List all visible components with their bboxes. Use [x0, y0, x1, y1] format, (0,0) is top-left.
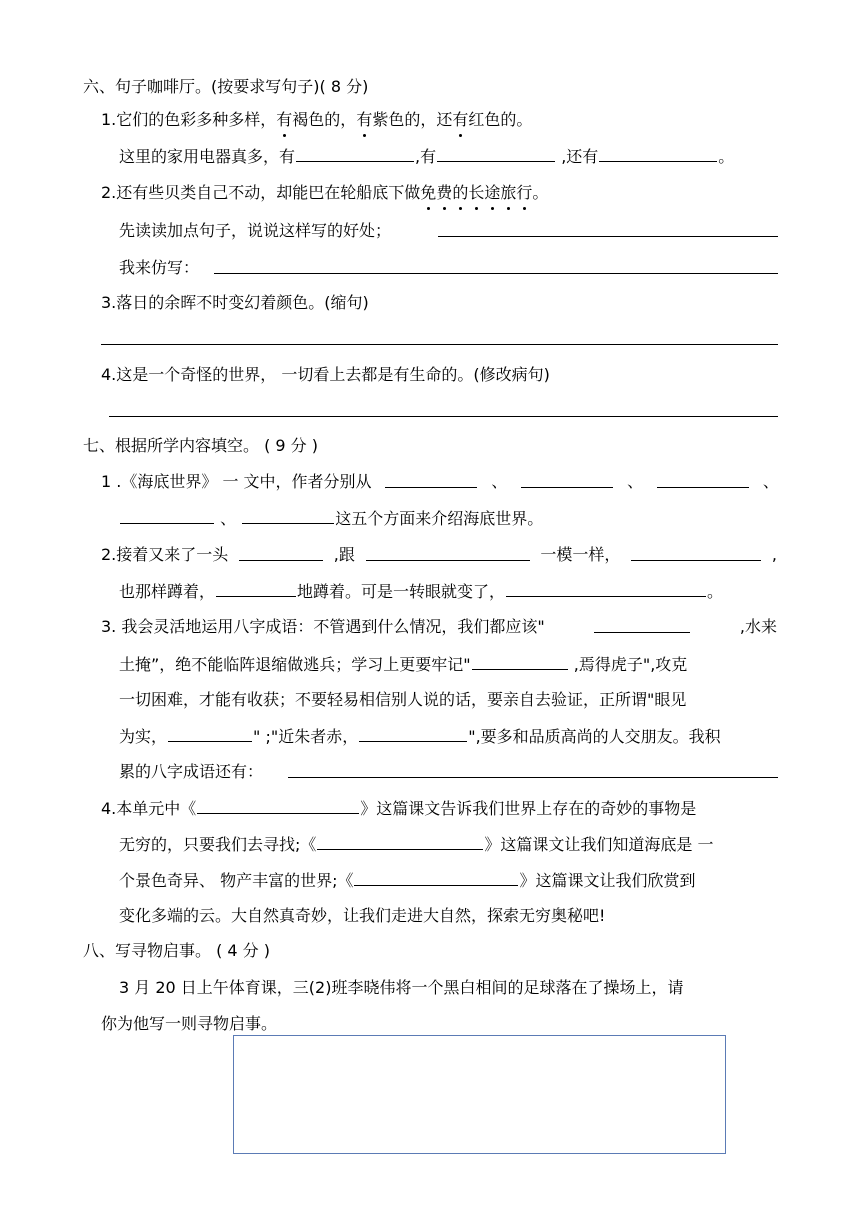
text: ,	[771, 545, 777, 564]
answer-blank[interactable]	[296, 143, 414, 162]
answer-blank[interactable]	[197, 795, 359, 814]
text: 2.还有些贝类自己不动，却能巴在轮船底下做	[101, 183, 421, 202]
dotted-char: 费	[436, 180, 452, 206]
text: 个景色奇异、 物产丰富的世界;《	[119, 871, 354, 890]
answer-blank[interactable]	[599, 143, 717, 162]
text: 这五个方面来介绍海底世界。	[335, 509, 544, 528]
text: 1.它们的色彩多种多样，	[101, 110, 277, 129]
answer-blank[interactable]	[317, 831, 483, 850]
answer-blank[interactable]	[521, 469, 613, 488]
q7-1-line-1	[101, 469, 779, 495]
sec8-line-2: 你为他写一则寻物启事。	[101, 1014, 278, 1033]
text: 1 .《海底世界》 一 文中，作者分别从	[101, 472, 372, 491]
text: 一模一样，	[540, 545, 621, 564]
text: 。	[532, 183, 549, 202]
text: 2.接着又来了一头	[101, 545, 229, 564]
q7-3-line-3: 一切困难，才能有收获；不要轻易相信别人说的话，要亲自去验证，正所谓"眼见	[119, 690, 687, 709]
dotted-char: 途	[484, 180, 500, 206]
answer-blank[interactable]	[242, 505, 334, 524]
text: 紫色的，还	[372, 110, 453, 129]
q7-4-line-4: 变化多端的云。大自然真奇妙，让我们走进大自然，探索无穷奥秘吧!	[119, 906, 606, 925]
q6-2-sentence	[101, 180, 548, 206]
answer-box[interactable]	[233, 1035, 726, 1154]
dotted-char: 有	[452, 107, 468, 133]
text: 为实，	[119, 727, 168, 746]
answer-line[interactable]	[109, 416, 778, 417]
dotted-char: 旅	[500, 180, 516, 206]
answer-blank[interactable]	[385, 469, 477, 488]
text: 》这篇课文告诉我们世界上存在的奇妙的事物是	[360, 799, 697, 818]
answer-line[interactable]	[438, 236, 778, 237]
q7-3-line-5: 累的八字成语还有：	[119, 762, 264, 781]
q6-1-sentence	[101, 107, 532, 133]
text: ",要多和品质高尚的人交朋友。我积	[468, 727, 721, 746]
answer-line[interactable]	[214, 273, 778, 274]
q7-3-line-1	[101, 614, 777, 640]
sec8-line-1: 3 月 20 日上午体育课，三(2)班李晓伟将一个黑白相间的足球落在了操场上，请	[119, 978, 684, 997]
text: ,跟	[333, 545, 355, 564]
q6-3-sentence: 3.落日的余晖不时变幻着颜色。(缩句)	[101, 293, 369, 312]
text: 土掩”，绝不能临阵退缩做逃兵；学习上更要牢记"	[119, 655, 471, 674]
q7-4-line-2	[119, 831, 714, 857]
answer-blank[interactable]	[168, 723, 252, 742]
q6-4-sentence: 4.这是一个奇怪的世界， 一切看上去都是有生命的。(修改病句)	[101, 365, 550, 384]
text: 4.本单元中《	[101, 799, 197, 818]
answer-blank[interactable]	[594, 614, 690, 633]
answer-blank[interactable]	[120, 505, 214, 524]
dotted-char: 的	[452, 180, 468, 206]
dotted-char: 行	[516, 180, 532, 206]
text: 。	[707, 582, 724, 601]
answer-blank[interactable]	[366, 542, 530, 561]
answer-blank[interactable]	[354, 867, 518, 886]
text: ,有	[415, 147, 437, 166]
answer-blank[interactable]	[359, 723, 467, 742]
answer-blank[interactable]	[239, 542, 323, 561]
text: 地蹲着。可是一转眼就变了，	[297, 582, 506, 601]
text: 褐色的，	[292, 110, 357, 129]
text: 3. 我会灵活地运用八字成语：不管遇到什么情况，我们都应该"	[101, 617, 545, 636]
answer-line[interactable]	[101, 344, 778, 345]
dotted-char: 免	[420, 180, 436, 206]
section-7-title: 七、根据所学内容填空。 ( 9 分 )	[83, 436, 319, 455]
text: " ;"近朱者赤，	[253, 727, 359, 746]
dotted-char: 有	[356, 107, 372, 133]
q7-2-line-1	[101, 542, 777, 568]
section-8-title: 八、写寻物启事。 ( 4 分 )	[83, 941, 271, 960]
dotted-char: 长	[468, 180, 484, 206]
section-6-title: 六、句子咖啡厅。(按要求写句子)( 8 分)	[83, 77, 369, 96]
text: 》这篇课文让我们欣赏到	[519, 871, 696, 890]
q6-1-fill-line	[119, 143, 734, 169]
answer-blank[interactable]	[631, 542, 761, 561]
text: 也那样蹲着，	[119, 582, 216, 601]
answer-line[interactable]	[288, 777, 778, 778]
text: 、	[762, 472, 779, 491]
q7-2-line-2	[119, 578, 723, 604]
text: 、	[627, 472, 644, 491]
text: 这里的家用电器真多，有	[119, 147, 296, 166]
q7-3-line-2	[119, 651, 687, 677]
answer-blank[interactable]	[437, 143, 555, 162]
q7-1-line-2	[119, 505, 543, 531]
answer-blank[interactable]	[216, 578, 296, 597]
answer-blank[interactable]	[657, 469, 749, 488]
text: 红色的。	[468, 110, 533, 129]
text: 、	[491, 472, 508, 491]
text: 。	[718, 147, 735, 166]
q6-2-prompt-2: 我来仿写：	[119, 258, 200, 277]
q7-4-line-3	[119, 867, 696, 893]
dotted-char: 有	[276, 107, 292, 133]
text: 无穷的，只要我们去寻找;《	[119, 835, 317, 854]
text: ,水来	[739, 617, 777, 636]
q6-2-prompt-1: 先读读加点句子，说说这样写的好处；	[119, 221, 392, 240]
text: 》这篇课文让我们知道海底是 一	[484, 835, 714, 854]
q7-3-line-4	[119, 723, 721, 749]
answer-blank[interactable]	[472, 651, 568, 670]
text: ,还有	[556, 147, 599, 166]
q7-4-line-1	[101, 795, 696, 821]
text: ,焉得虎子",攻克	[568, 655, 688, 674]
text: 、	[220, 509, 237, 528]
answer-blank[interactable]	[506, 578, 706, 597]
